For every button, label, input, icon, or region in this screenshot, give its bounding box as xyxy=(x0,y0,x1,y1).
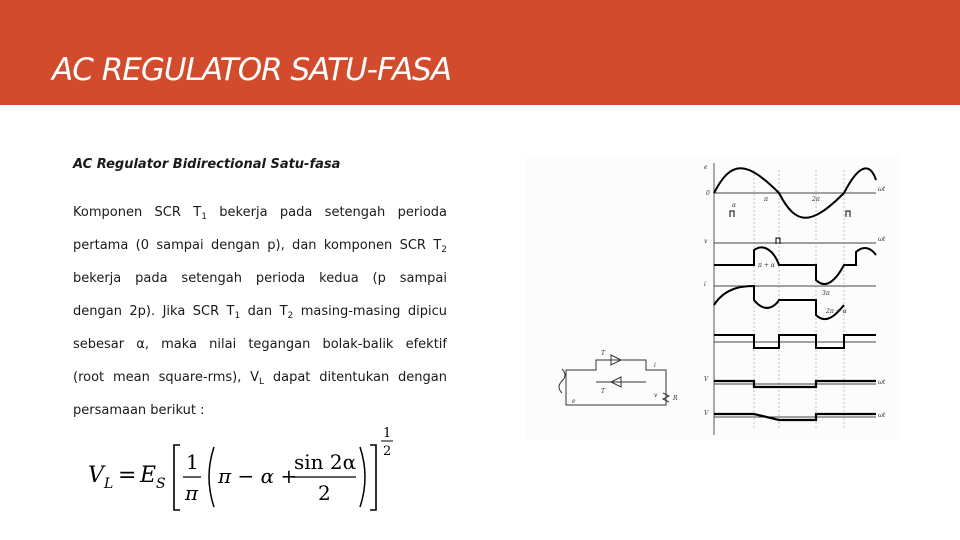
formula-vl-sub: L xyxy=(104,476,114,492)
label-2pi: 2π xyxy=(812,196,820,203)
figure-background xyxy=(526,155,900,440)
label-zero: 0 xyxy=(706,190,710,197)
body-paragraph xyxy=(73,196,447,427)
formula-two: 2 xyxy=(318,481,331,505)
label-r: R xyxy=(673,395,678,402)
body-line: persamaan berikut : xyxy=(73,403,205,418)
page-title: AC REGULATOR SATU-FASA xyxy=(52,52,452,88)
text-segment: bekerja pada setengah perioda xyxy=(206,205,447,220)
label-alpha: α xyxy=(732,202,737,209)
label-vt1: V xyxy=(704,376,709,383)
subscript: 1 xyxy=(201,212,207,222)
exponent-den: 2 xyxy=(383,444,392,459)
text-segment: dapat ditentukan dengan xyxy=(264,370,447,385)
formula-pi: π xyxy=(185,481,199,505)
body-line xyxy=(73,229,447,262)
subscript: 2 xyxy=(441,245,447,255)
label-es: e xyxy=(704,164,708,171)
formula-pi-minus-alpha: π − α + xyxy=(218,464,298,488)
label-pi: π xyxy=(764,196,768,203)
label-2pi-alpha: 2π + α xyxy=(826,308,847,315)
left-paren xyxy=(209,447,214,507)
label-vo: v xyxy=(654,392,658,399)
section-subtitle: AC Regulator Bidirectional Satu-fasa xyxy=(73,157,341,172)
formula-sin: sin 2α xyxy=(294,450,357,474)
body-line xyxy=(73,196,447,229)
label-t1: T xyxy=(601,350,606,357)
text-segment: masing-masing dipicu xyxy=(293,304,447,319)
rms-voltage-formula xyxy=(88,425,398,517)
label-wt: ωt xyxy=(878,236,886,243)
text-segment: pertama (0 sampai dengan p), dan komponen SCR T xyxy=(73,238,442,253)
label-is: i xyxy=(654,362,656,369)
label-3pi: 3π xyxy=(822,290,830,297)
body-line xyxy=(73,295,447,328)
label-pi-alpha: π + α xyxy=(758,262,775,269)
body-line xyxy=(73,361,447,394)
formula-es-sub: S xyxy=(156,476,166,492)
label-e: e xyxy=(572,398,576,405)
left-bracket xyxy=(174,445,180,510)
text-segment: Komponen SCR T xyxy=(73,205,202,220)
label-wt: ωt xyxy=(878,186,886,193)
label-il: i xyxy=(704,281,706,288)
formula-one: 1 xyxy=(186,450,199,474)
subscript: L xyxy=(259,377,265,387)
body-line: bekerja pada setengah perioda kedua (p sampai xyxy=(73,271,447,286)
exponent-num: 1 xyxy=(383,426,392,441)
subscript: 2 xyxy=(287,311,294,321)
text-segment: (root mean square-rms), V xyxy=(73,370,260,385)
subscript: 1 xyxy=(234,311,241,321)
body-line: sebesar α, maka nilai tegangan bolak-balik efektif xyxy=(73,337,447,352)
text-segment: dan T xyxy=(240,304,288,319)
label-t2: T xyxy=(601,388,606,395)
right-paren xyxy=(360,447,365,507)
formula-vl: V xyxy=(88,463,104,488)
label-vl: v xyxy=(704,238,708,245)
label-wt: ωt xyxy=(878,379,886,386)
right-bracket xyxy=(370,445,376,510)
label-wt: ωt xyxy=(878,412,886,419)
text-segment: dengan 2p). Jika SCR T xyxy=(73,304,235,319)
formula-es: E xyxy=(140,463,157,488)
waveform-circuit-figure xyxy=(526,155,900,440)
label-vt2: V xyxy=(704,410,709,417)
formula-equals: = xyxy=(118,463,137,488)
